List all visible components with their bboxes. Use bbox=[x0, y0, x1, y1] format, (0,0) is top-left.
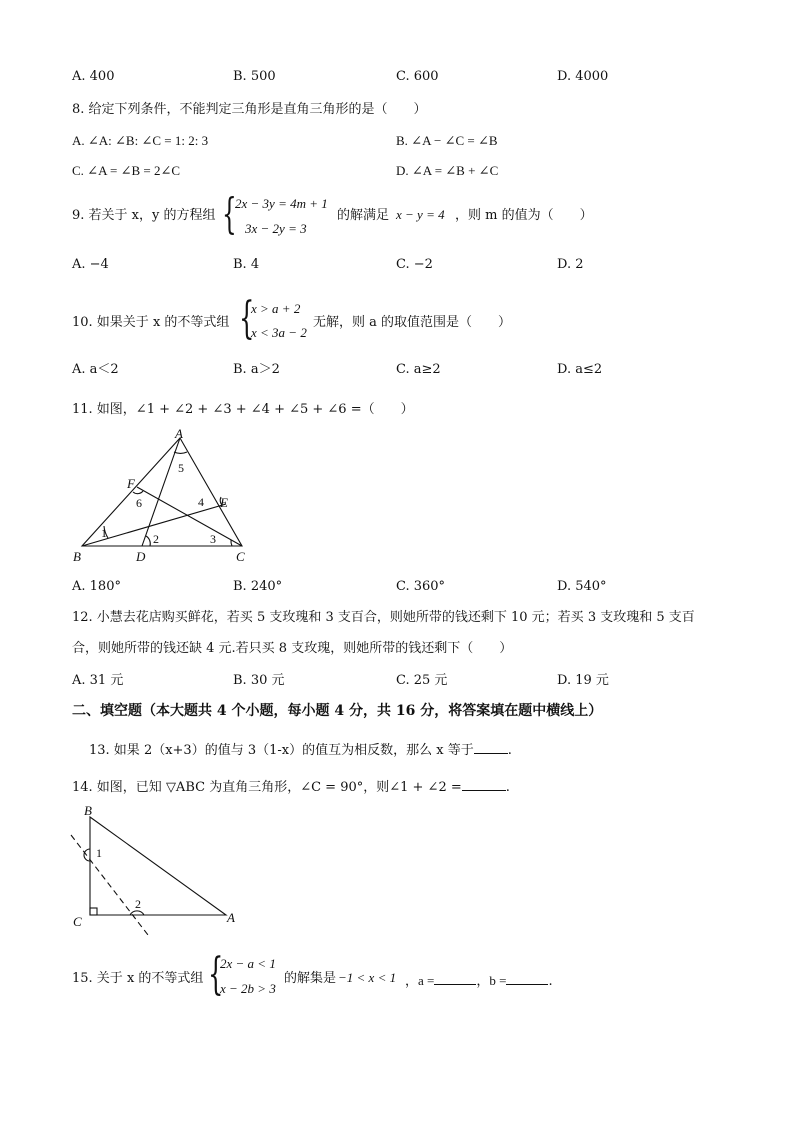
q11-angle-4: 4 bbox=[198, 495, 204, 509]
q14-angle-2: 2 bbox=[135, 897, 141, 911]
q12-option-a: A. 31 元 bbox=[72, 673, 124, 688]
q15-brace: { bbox=[208, 949, 224, 1000]
q12-line-2: 合，则她所带的钱还缺 4 元.若只买 8 支玫瑰，则她所带的钱还剩下（ ） bbox=[72, 641, 513, 656]
q9-option-a: A. −4 bbox=[72, 257, 109, 272]
q13-text bbox=[89, 741, 512, 757]
q13-stem: 13. 如果 2（x+3）的值与 3（1-x）的值互为相反数，那么 x 等于 bbox=[89, 743, 474, 758]
q8-option-c: C. ∠A = ∠B = 2∠C bbox=[72, 163, 181, 178]
q11-segment-ad bbox=[142, 438, 180, 546]
q7-option-b: B. 500 bbox=[233, 69, 276, 84]
section-2-title: 二、填空题（本大题共 4 个小题，每小题 4 分，共 16 分，将答案填在题中横线上） bbox=[72, 703, 603, 719]
q9-option-c: C. −2 bbox=[396, 257, 433, 272]
q11-angle-6: 6 bbox=[136, 496, 142, 510]
q7-option-d: D. 4000 bbox=[557, 69, 609, 84]
q11-label-b: B bbox=[73, 549, 81, 564]
q8-option-a: A. ∠A: ∠B: ∠C = 1: 2: 3 bbox=[72, 133, 209, 148]
q14-angle-1: 1 bbox=[96, 846, 102, 860]
q11-option-c: C. 360° bbox=[396, 579, 446, 594]
q12-option-c: C. 25 元 bbox=[396, 673, 448, 688]
q15-end: . bbox=[548, 974, 553, 989]
q15-a-label: ，a = bbox=[405, 973, 435, 988]
q8-option-b: B. ∠A − ∠C = ∠B bbox=[396, 133, 498, 148]
q12-option-d: D. 19 元 bbox=[557, 673, 609, 688]
q10-option-b: B. a＞2 bbox=[233, 362, 280, 377]
q9-stem-post: ，则 m 的值为（ ） bbox=[455, 208, 593, 223]
q10-option-c: C. a≥2 bbox=[396, 362, 441, 377]
q11-arc-6 bbox=[133, 491, 143, 494]
q8-option-d: D. ∠A = ∠B + ∠C bbox=[396, 163, 499, 178]
q7-option-c: C. 600 bbox=[396, 69, 439, 84]
q11-angle-3: 3 bbox=[210, 532, 216, 546]
q12-line-1: 12. 小慧去花店购买鲜花，若买 5 支玫瑰和 3 支百合，则她所带的钱还剩下 10 元；若买 3 支玫瑰和 5 支百 bbox=[72, 610, 695, 625]
q8-stem: 8. 给定下列条件，不能判定三角形是直角三角形的是（ ） bbox=[72, 102, 427, 117]
q10-inequality-2: x < 3a − 2 bbox=[251, 325, 307, 340]
q13-end: . bbox=[507, 743, 512, 758]
q15-solution: −1 < x < 1 bbox=[338, 970, 397, 985]
q14-right-angle-mark bbox=[90, 908, 97, 915]
q11-angle-1: 1 bbox=[101, 526, 107, 540]
q11-arc-2 bbox=[146, 536, 150, 546]
q15-answers bbox=[405, 972, 553, 988]
q14-triangle-abc bbox=[90, 817, 226, 915]
q11-label-f: F bbox=[127, 476, 135, 491]
q11-label-d: D bbox=[136, 549, 146, 564]
q11-angle-5: 5 bbox=[178, 461, 184, 475]
q9-equation-1: 2x − 3y = 4m + 1 bbox=[235, 196, 328, 211]
q15-stem-mid: 的解集是 bbox=[284, 971, 337, 986]
q10-inequality-1: x > a + 2 bbox=[251, 301, 301, 316]
q11-label-a: A bbox=[175, 428, 183, 441]
q10-option-a: A. a＜2 bbox=[72, 362, 119, 377]
q15-inequality-2: x − 2b > 3 bbox=[220, 981, 276, 996]
q9-equation-2: 3x − 2y = 3 bbox=[245, 221, 307, 236]
q10-option-d: D. a≤2 bbox=[557, 362, 603, 377]
q11-triangle-figure bbox=[70, 428, 260, 568]
q11-label-e: E bbox=[220, 495, 228, 510]
q14-answer-blank[interactable] bbox=[462, 778, 506, 791]
q14-right-triangle-figure bbox=[68, 805, 248, 940]
q15-inequality-1: 2x − a < 1 bbox=[220, 956, 276, 971]
q14-stem: 14. 如图，已知 ▽ABC 为直角三角形，∠C = 90°，则∠1 + ∠2 = bbox=[72, 780, 462, 795]
q11-option-b: B. 240° bbox=[233, 579, 283, 594]
q11-arc-5 bbox=[174, 452, 187, 453]
q9-stem-pre: 9. 若关于 x，y 的方程组 bbox=[72, 208, 216, 223]
q14-label-b: B bbox=[84, 805, 92, 818]
q7-option-a: A. 400 bbox=[72, 69, 115, 84]
q9-option-b: B. 4 bbox=[233, 257, 260, 272]
q11-option-a: A. 180° bbox=[72, 579, 121, 594]
q9-option-d: D. 2 bbox=[557, 257, 584, 272]
q10-stem-post: 无解，则 a 的取值范围是（ ） bbox=[313, 315, 512, 330]
q15-stem-pre: 15. 关于 x 的不等式组 bbox=[72, 971, 204, 986]
q9-brace: { bbox=[222, 189, 237, 238]
q11-label-c: C bbox=[236, 549, 245, 564]
q9-condition: x − y = 4 bbox=[396, 207, 445, 222]
q14-label-a: A bbox=[227, 910, 235, 925]
q11-option-d: D. 540° bbox=[557, 579, 607, 594]
q14-label-c: C bbox=[73, 914, 82, 929]
q12-option-b: B. 30 元 bbox=[233, 673, 285, 688]
q13-answer-blank[interactable] bbox=[474, 741, 508, 754]
q14-end: . bbox=[505, 780, 510, 795]
q11-stem: 11. 如图，∠1 + ∠2 + ∠3 + ∠4 + ∠5 + ∠6 =（ ） bbox=[72, 402, 414, 417]
q14-text bbox=[72, 778, 510, 794]
q11-angle-2: 2 bbox=[153, 532, 159, 546]
q15-a-blank[interactable] bbox=[434, 972, 476, 985]
q10-stem-pre: 10. 如果关于 x 的不等式组 bbox=[72, 315, 230, 330]
q9-stem-mid: 的解满足 bbox=[337, 208, 390, 223]
q10-brace: { bbox=[239, 293, 255, 344]
q15-b-label: ，b = bbox=[476, 973, 507, 988]
q15-b-blank[interactable] bbox=[506, 972, 548, 985]
